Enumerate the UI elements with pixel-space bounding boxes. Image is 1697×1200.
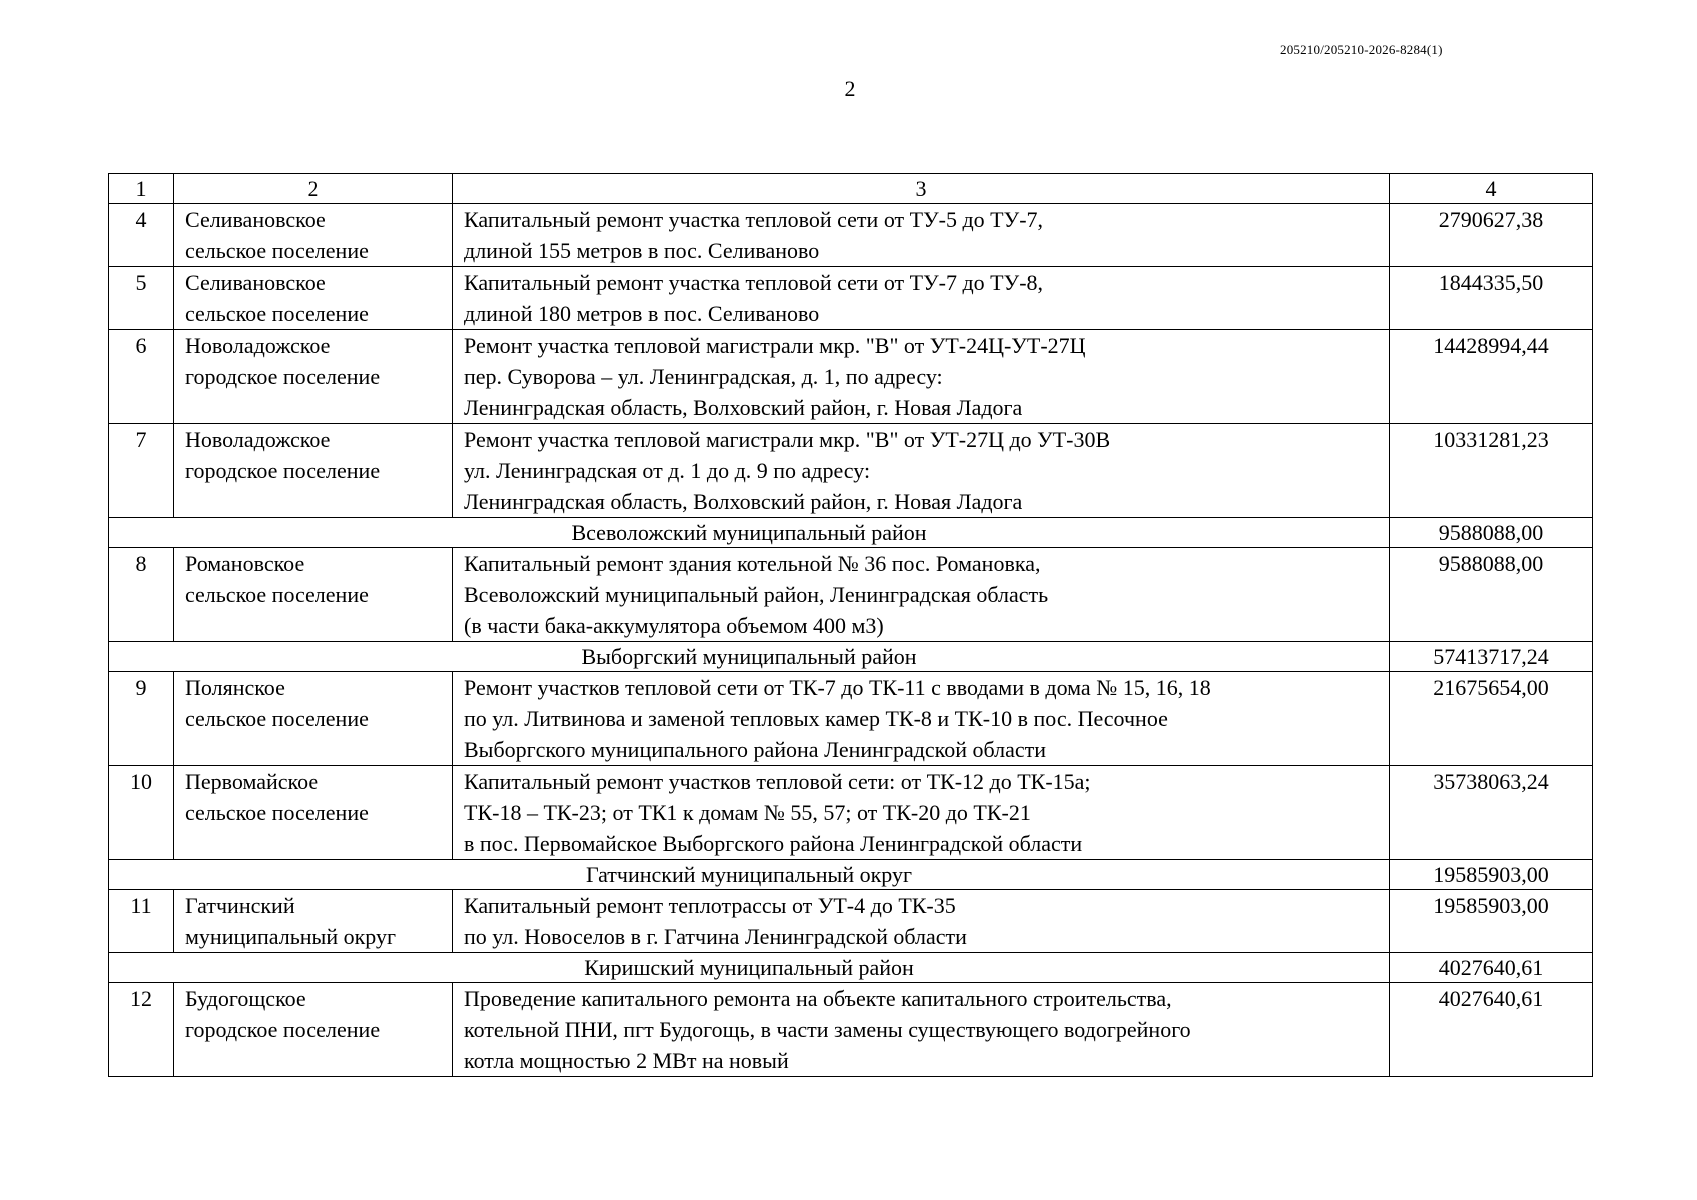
description-cell <box>453 330 1390 424</box>
group-label: Гатчинский муниципальный округ <box>109 860 1390 890</box>
group-label: Всеволожский муниципальный район <box>109 518 1390 548</box>
description-line: Капитальный ремонт участка тепловой сети от ТУ-7 до ТУ-8, <box>464 270 1044 295</box>
settlement-line: Романовское <box>185 551 305 576</box>
row-number: 8 <box>109 548 174 642</box>
amount-cell: 19585903,00 <box>1390 890 1593 953</box>
settlement-line: сельское поселение <box>185 800 369 825</box>
header-cell: 4 <box>1390 174 1593 204</box>
description-line: ул. Ленинградская от д. 1 до д. 9 по адресу: <box>464 458 871 483</box>
settlement-cell <box>174 983 453 1077</box>
settlement-line: Будогощское <box>185 986 306 1011</box>
document-id: 205210/205210-2026-8284(1) <box>1280 42 1443 57</box>
group-row <box>109 953 1593 983</box>
amount-cell: 9588088,00 <box>1390 548 1593 642</box>
row-number: 11 <box>109 890 174 953</box>
header-cell: 3 <box>453 174 1390 204</box>
group-row <box>109 518 1593 548</box>
settlement-line: городское поселение <box>185 1017 381 1042</box>
header-cell: 1 <box>109 174 174 204</box>
description-line: Всеволожский муниципальный район, Ленинградская область <box>464 582 1049 607</box>
description-cell <box>453 204 1390 267</box>
description-line: котельной ПНИ, пгт Будогощь, в части замены существующего водогрейного <box>464 1017 1191 1042</box>
settlement-line: Гатчинский <box>185 893 295 918</box>
settlement-cell <box>174 330 453 424</box>
table-row <box>109 548 1593 642</box>
description-line: Ремонт участка тепловой магистрали мкр. "В" от УТ-24Ц-УТ-27Ц <box>464 333 1086 358</box>
settlement-cell <box>174 548 453 642</box>
description-line: Проведение капитального ремонта на объекте капитального строительства, <box>464 986 1172 1011</box>
settlement-line: сельское поселение <box>185 582 369 607</box>
description-line: в пос. Первомайское Выборгского района Ленинградской области <box>464 831 1083 856</box>
description-cell <box>453 672 1390 766</box>
row-number: 4 <box>109 204 174 267</box>
description-line: (в части бака-аккумулятора объемом 400 м3) <box>464 613 884 638</box>
description-line: Ленинградская область, Волховский район, г. Новая Ладога <box>464 395 1023 420</box>
table-row <box>109 330 1593 424</box>
amount-cell: 2790627,38 <box>1390 204 1593 267</box>
table-row <box>109 267 1593 330</box>
settlement-line: муниципальный округ <box>185 924 397 949</box>
description-cell <box>453 548 1390 642</box>
settlement-line: городское поселение <box>185 458 381 483</box>
description-line: Ремонт участка тепловой магистрали мкр. "В" от УТ-27Ц до УТ-30В <box>464 427 1111 452</box>
table-header-row <box>109 174 1593 204</box>
settlement-cell <box>174 424 453 518</box>
settlement-line: Новоладожское <box>185 427 331 452</box>
description-line: Выборгского муниципального района Ленинградской области <box>464 737 1047 762</box>
description-cell <box>453 267 1390 330</box>
description-cell <box>453 983 1390 1077</box>
description-line: Капитальный ремонт участков тепловой сети: от ТК-12 до ТК-15а; <box>464 769 1091 794</box>
row-number: 5 <box>109 267 174 330</box>
row-number: 7 <box>109 424 174 518</box>
amount-cell: 10331281,23 <box>1390 424 1593 518</box>
description-line: Ремонт участков тепловой сети от ТК-7 до ТК-11 с вводами в дома № 15, 16, 18 <box>464 675 1211 700</box>
settlement-line: Первомайское <box>185 769 319 794</box>
settlement-line: Селивановское <box>185 207 326 232</box>
row-number: 9 <box>109 672 174 766</box>
table-row <box>109 766 1593 860</box>
table-row <box>109 983 1593 1077</box>
table-row <box>109 204 1593 267</box>
group-sum: 4027640,61 <box>1390 953 1593 983</box>
table-row <box>109 424 1593 518</box>
settlement-cell <box>174 267 453 330</box>
settlement-cell <box>174 766 453 860</box>
page-number: 2 <box>844 76 856 101</box>
description-line: по ул. Новоселов в г. Гатчина Ленинградской области <box>464 924 967 949</box>
amount-cell: 4027640,61 <box>1390 983 1593 1077</box>
description-line: длиной 180 метров в пос. Селиваново <box>464 301 820 326</box>
settlement-line: городское поселение <box>185 364 381 389</box>
group-row <box>109 860 1593 890</box>
header-cell: 2 <box>174 174 453 204</box>
settlement-line: сельское поселение <box>185 238 369 263</box>
description-cell <box>453 766 1390 860</box>
settlement-line: Новоладожское <box>185 333 331 358</box>
row-number: 12 <box>109 983 174 1077</box>
settlement-cell <box>174 672 453 766</box>
description-line: Ленинградская область, Волховский район, г. Новая Ладога <box>464 489 1023 514</box>
group-row <box>109 642 1593 672</box>
description-cell <box>453 424 1390 518</box>
description-line: пер. Суворова – ул. Ленинградская, д. 1, по адресу: <box>464 364 943 389</box>
amount-cell: 21675654,00 <box>1390 672 1593 766</box>
settlement-line: Полянское <box>185 675 285 700</box>
group-sum: 9588088,00 <box>1390 518 1593 548</box>
table-row <box>109 672 1593 766</box>
description-line: Капитальный ремонт участка тепловой сети от ТУ-5 до ТУ-7, <box>464 207 1044 232</box>
amount-cell: 1844335,50 <box>1390 267 1593 330</box>
group-sum: 19585903,00 <box>1390 860 1593 890</box>
description-line: котла мощностью 2 МВт на новый <box>464 1048 789 1073</box>
description-cell <box>453 890 1390 953</box>
row-number: 10 <box>109 766 174 860</box>
group-label: Киришский муниципальный район <box>109 953 1390 983</box>
settlement-line: сельское поселение <box>185 706 369 731</box>
settlement-line: сельское поселение <box>185 301 369 326</box>
amount-cell: 14428994,44 <box>1390 330 1593 424</box>
funding-table <box>108 173 1593 1077</box>
settlement-cell <box>174 204 453 267</box>
amount-cell: 35738063,24 <box>1390 766 1593 860</box>
description-line: Капитальный ремонт теплотрассы от УТ-4 до ТК-35 <box>464 893 956 918</box>
row-number: 6 <box>109 330 174 424</box>
table-row <box>109 890 1593 953</box>
description-line: по ул. Литвинова и заменой тепловых камер ТК-8 и ТК-10 в пос. Песочное <box>464 706 1168 731</box>
settlement-line: Селивановское <box>185 270 326 295</box>
description-line: Капитальный ремонт здания котельной № 36 пос. Романовка, <box>464 551 1041 576</box>
description-line: ТК-18 – ТК-23; от ТК1 к домам № 55, 57; от ТК-20 до ТК-21 <box>464 800 1031 825</box>
description-line: длиной 155 метров в пос. Селиваново <box>464 238 820 263</box>
group-label: Выборгский муниципальный район <box>109 642 1390 672</box>
settlement-cell <box>174 890 453 953</box>
group-sum: 57413717,24 <box>1390 642 1593 672</box>
